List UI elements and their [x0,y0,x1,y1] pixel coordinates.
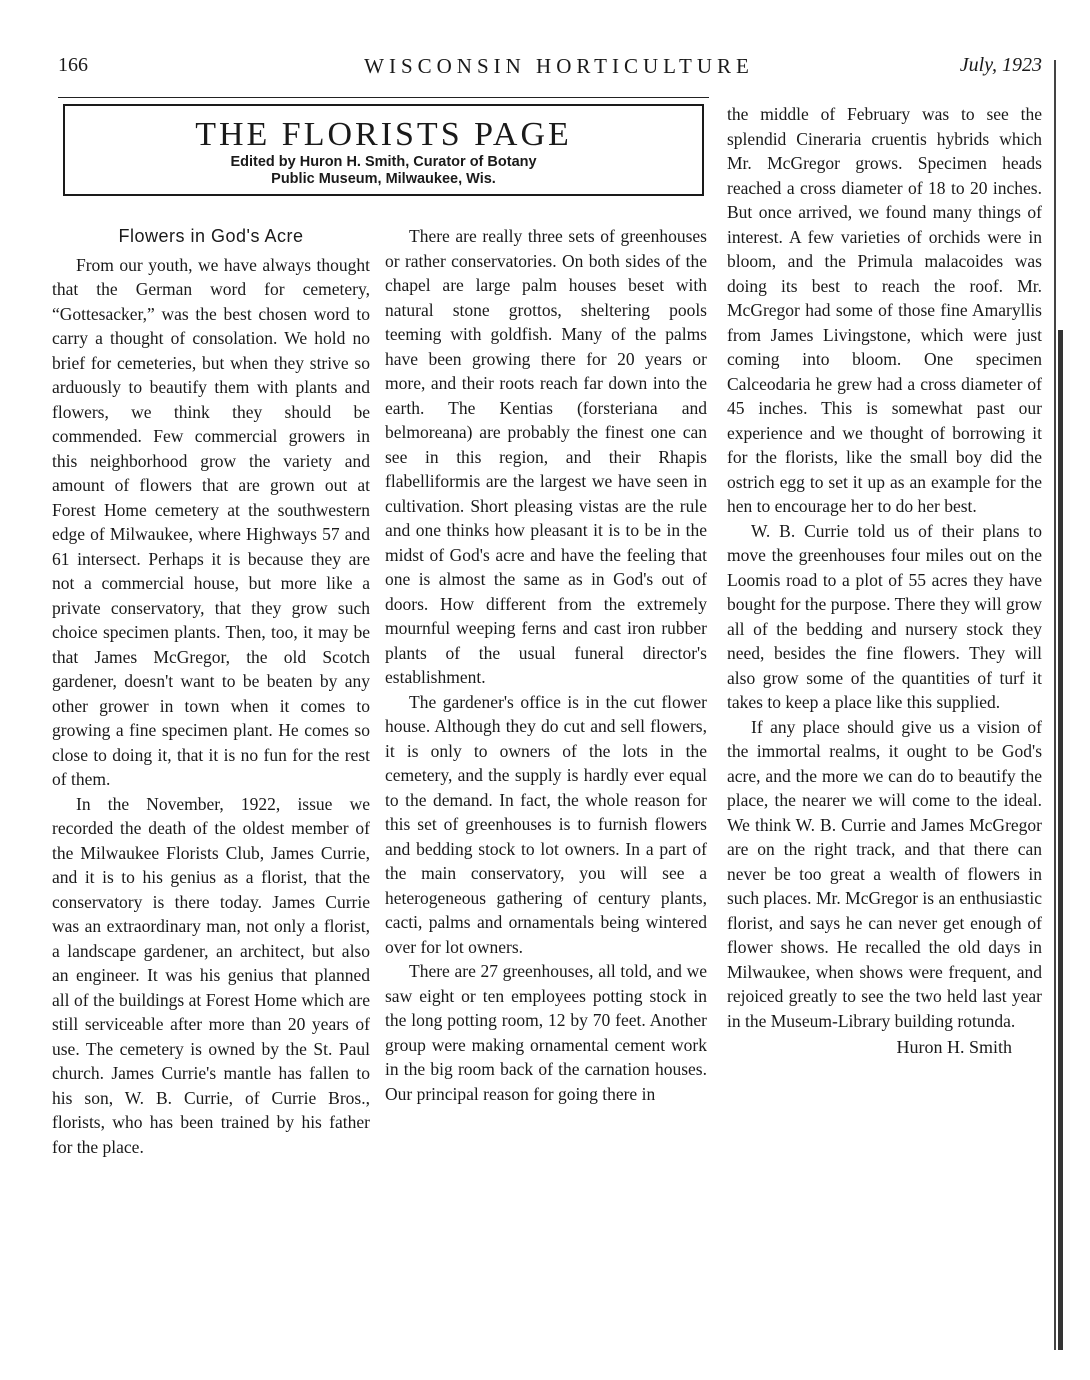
paragraph: There are 27 greenhouses, all told, and we saw eight or ten employees potting stock in the long potting room, 12 by 70 feet. Another group were making ornamental cement work in the big room back of the carnation houses. Our principal reason for going there in [385,961,707,1104]
section-title: THE FLORISTS PAGE [195,116,572,153]
paragraph: W. B. Currie told us of their plans to move the greenhouses four miles out on the Loomis road to a plot of 55 acres they have bought for the purpose. There they will grow all of the bedding and nursery stock they need, besides the fine flowers. They will also grow some of the quantities of turf it takes to keep a place like this supplied. [727,520,1042,712]
editor-line-2: Public Museum, Milwaukee, Wis. [271,171,496,187]
paragraph: There are really three sets of greenhouses or rather conservatories. On both sides of the chapel are large palm houses beset with natural stone grottos, sheltering pools teeming with goldfish. Many of the palms have been growing there for 20 years or more, and their roots reach far down into the earth. The Kentias (forsteriana and belmoreana) are probably the finest one can see in this region, and their Rhapis flabelliformis are the largest we have seen in cultivation. Short pleasing vistas are the rule and one thinks how pleasant it is to be in the midst of God's acre and have the feeling that one is almost the same as in God's out of doors. How different from the extremely mournful weeping ferns and cast iron rubber plants of the usual funeral director's establishment. [385,226,707,687]
magazine-title: WISCONSIN HORTICULTURE [364,54,754,78]
page-number: 166 [58,54,88,76]
column-2 [385,224,707,1106]
right-edge-shadow [1058,330,1063,1350]
paragraph: From our youth, we have always thought that the German word for cemetery, “Gottesacker,” was the best chosen word to carry a thought of consolation. We hold no brief for cemeteries, but when they strive so arduously to beautify them with plants and flowers, we think they should be commended. Few commercial growers in this neighborhood grow the variety and amount of flowers that are grown out at Forest Home cemetery at the southwestern edge of Milwaukee, where Highways 57 and 61 intersect. Perhaps it is because they are not a commercial house, but more like a private conservatory, that they grow such choice specimen plants. Then, too, it may be that James McGregor, the old Scotch gardener, doesn't want to be beaten by any other grower in town when it comes to growing a fine specimen plant. He comes so close to doing it, that it is no fun for the rest of them. [52,254,370,789]
section-title-box [63,104,704,196]
paragraph: In the November, 1922, issue we recorded the death of the oldest member of the Milwaukee Florists Club, James Currie, and it is to his genius as a florist, that the conservatory is there today. James Currie was an extraordinary man, not only a florist, a landscape gardener, an architect, but also an engineer. It was his genius that planned all of the buildings at Forest Home which are still serviceable after more than 20 years of use. The cemetery is owned by the St. Paul church. James Currie's mantle has fallen to his son, W. B. Currie, of Currie Bros., florists, who has been trained by his father for the place. [52,793,370,1157]
author-signature: Huron H. Smith [896,1037,1012,1057]
column-3 [727,102,1042,1060]
right-edge-rule [1054,60,1056,1350]
column-1 [52,224,370,1159]
running-header [58,54,1060,88]
article-heading: Flowers in God's Acre [118,226,304,246]
paragraph: If any place should give us a vision of the immortal realms, it ought to be God's acre, and the more we can do to beautify the place, the nearer we will come to the ideal. We think W. B. Currie and James McGregor are on the right track, and that there can never be too great a wealth of flowers in such places. Mr. McGregor is an enthusiastic florist, and says he can never get enough of flower shows. He recalled the old days in Milwaukee, when shows were frequent, and rejoiced greatly to see the two held last year in the Museum-Library building rotunda. [727,716,1042,1031]
top-rule [58,97,709,98]
issue-date: July, 1923 [959,54,1042,76]
paragraph: The gardener's office is in the cut flower house. Although they do cut and sell flowers, it is only to owners of the lots in the cemetery, and the supply is hardly ever equal to the demand. In fact, the whole reason for this set of greenhouses is to furnish flowers and bedding stock to lot owners. In a part of the main conservatory, you will see a heterogeneous gathering of century plants, cacti, palms and ornamentals being wintered over for lot owners. [385,691,707,957]
paragraph: the middle of February was to see the splendid Cineraria cruentis hybrids which Mr. McGregor grows. Specimen heads reached a cross diameter of 18 to 20 inches. But once arrived, we found many things of interest. A few varieties of orchids were in bloom, and the Primula malacoides was doing its best to reach the roof. Mr. McGregor had some of those fine Amaryllis from James Livingstone, which were just coming into bloom. One specimen Calceodaria he grew had a cross diameter of 45 inches. This is somewhat past our experience and we thought of borrowing it for the florists, like the small boy did the ostrich egg to set it up as an example for the hen to encourage her to do her best. [727,104,1042,516]
editor-line-1: Edited by Huron H. Smith, Curator of Botany [230,154,537,170]
